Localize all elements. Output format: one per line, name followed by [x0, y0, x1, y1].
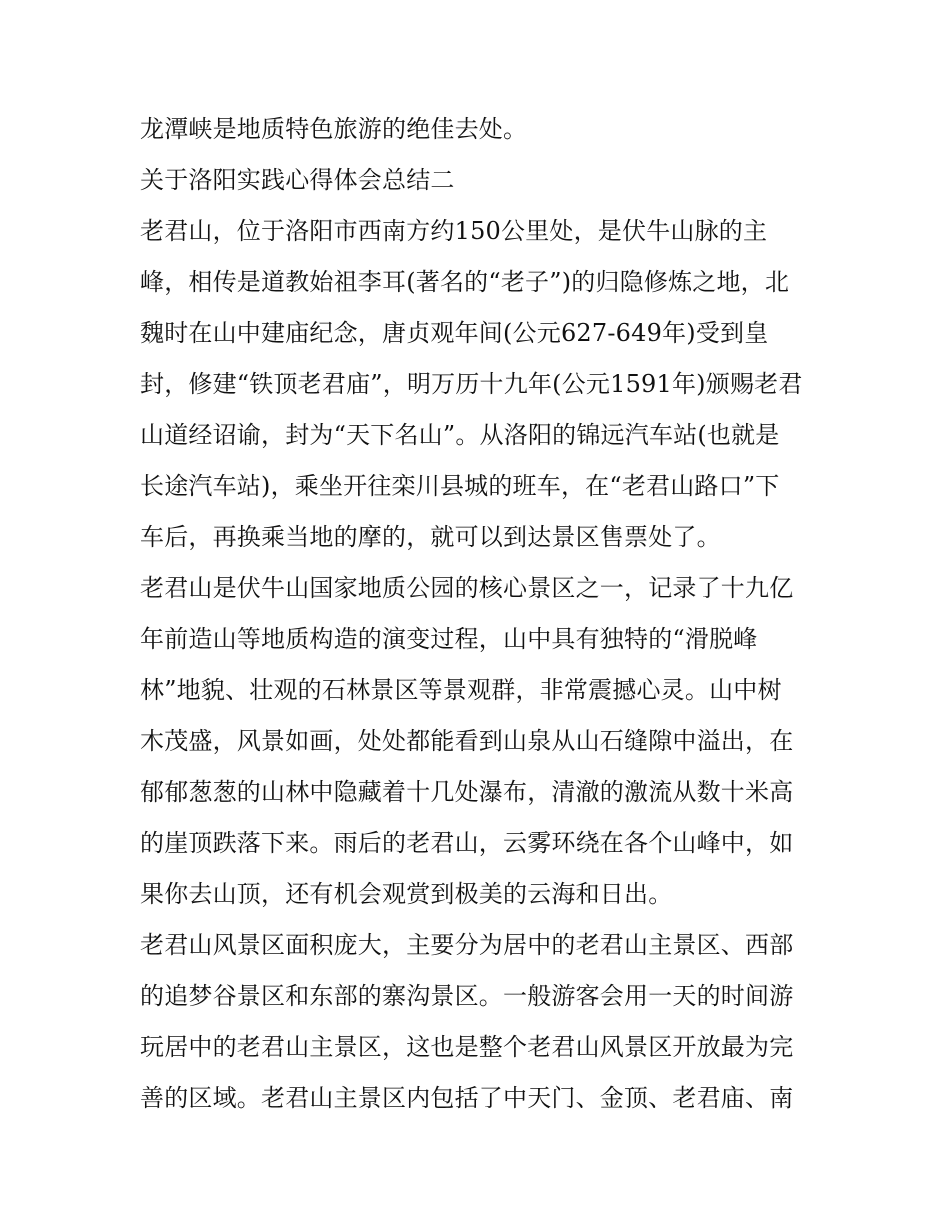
text-line-17: 老君山风景区面积庞大，主要分为居中的老君山主景区、西部 — [140, 931, 794, 959]
text-line-5: 魏时在山中建庙纪念，唐贞观年间(公元627-649年)受到皇 — [140, 319, 769, 347]
section-heading: 关于洛阳实践心得体会总结二 — [140, 166, 455, 194]
text-line-9: 车后，再换乘当地的摩的，就可以到达景区售票处了。 — [140, 523, 721, 551]
text-line-1: 龙潭峡是地质特色旅游的绝佳去处。 — [140, 115, 528, 143]
text-line-12: 林”地貌、壮观的石林景区等景观群，非常震撼心灵。山中树 — [140, 676, 782, 704]
text-line-13: 木茂盛，风景如画，处处都能看到山泉从山石缝隙中溢出，在 — [140, 727, 794, 755]
text-line-16: 果你去山顶，还有机会观赏到极美的云海和日出。 — [140, 880, 673, 908]
text-line-20: 善的区域。老君山主景区内包括了中天门、金顶、老君庙、南 — [140, 1084, 794, 1112]
text-line-6: 封，修建“铁顶老君庙”，明万历十九年(公元1591年)颁赐老君 — [140, 370, 803, 398]
text-line-10: 老君山是伏牛山国家地质公园的核心景区之一，记录了十九亿 — [140, 574, 794, 602]
text-line-7: 山道经诏谕，封为“天下名山”。从洛阳的锦远汽车站(也就是 — [140, 421, 780, 449]
text-line-18: 的追梦谷景区和东部的寨沟景区。一般游客会用一天的时间游 — [140, 982, 794, 1010]
text-line-19: 玩居中的老君山主景区，这也是整个老君山风景区开放最为完 — [140, 1033, 794, 1061]
text-line-3: 老君山，位于洛阳市西南方约150公里处，是伏牛山脉的主 — [140, 217, 768, 245]
text-line-15: 的崖顶跌落下来。雨后的老君山，云雾环绕在各个山峰中，如 — [140, 829, 794, 857]
text-line-4: 峰，相传是道教始祖李耳(著名的“老子”)的归隐修炼之地，北 — [140, 268, 790, 296]
text-line-8: 长途汽车站)，乘坐开往栾川县城的班车，在“老君山路口”下 — [140, 472, 780, 500]
text-line-11: 年前造山等地质构造的演变过程，山中具有独特的“滑脱峰 — [140, 625, 758, 653]
text-line-14: 郁郁葱葱的山林中隐藏着十几处瀑布，清澈的激流从数十米高 — [140, 778, 794, 806]
